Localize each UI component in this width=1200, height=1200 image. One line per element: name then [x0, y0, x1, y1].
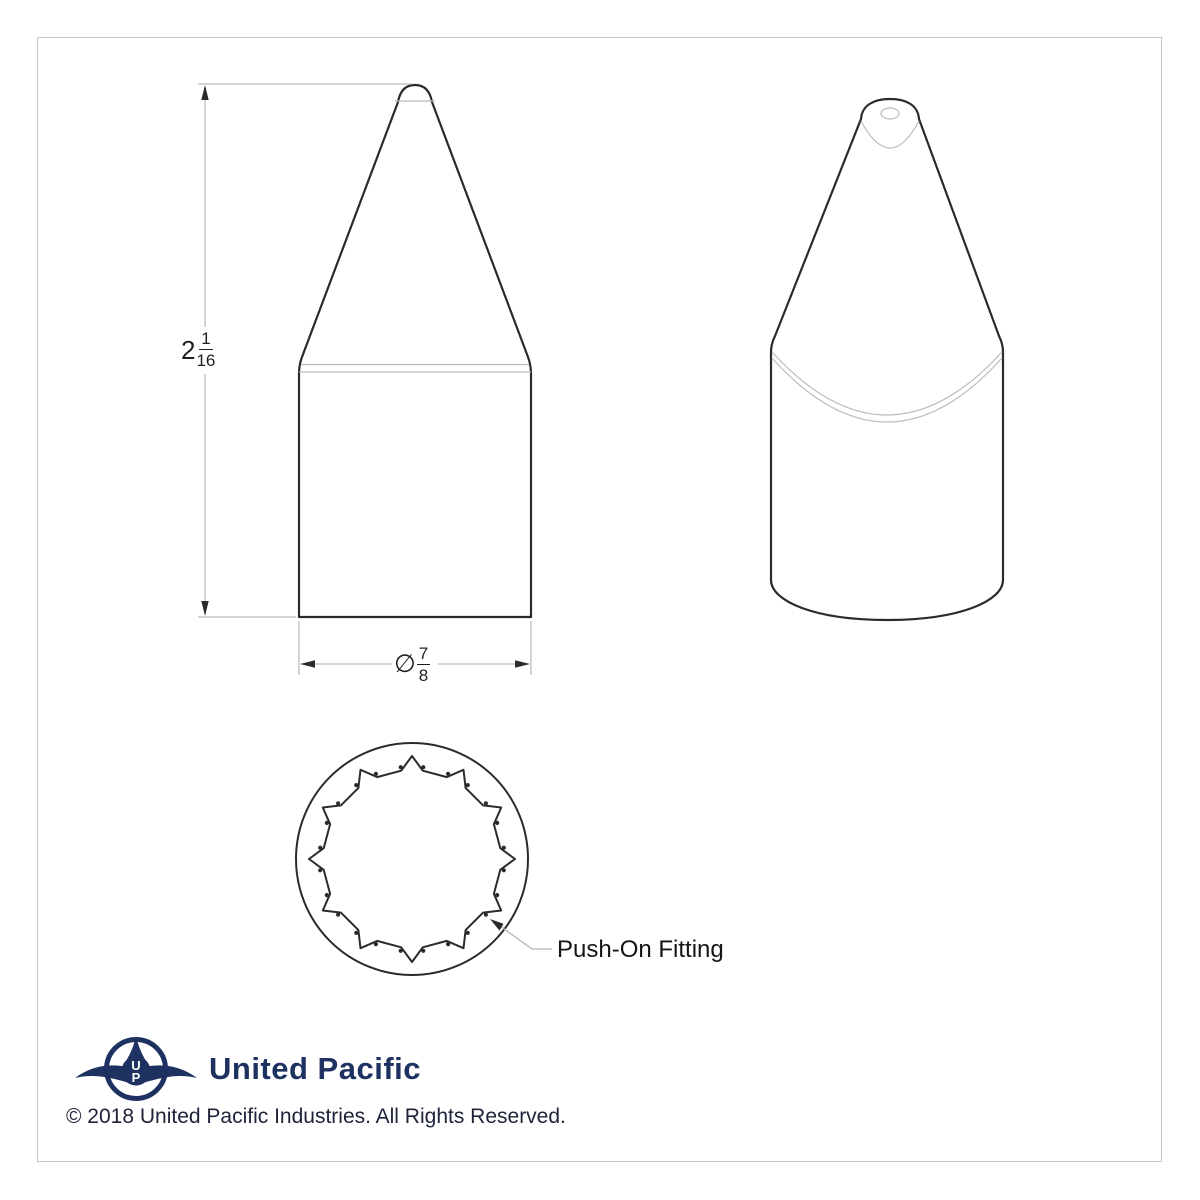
socket-relief-dot — [325, 821, 329, 825]
callout-leader-line — [500, 926, 552, 949]
isometric-shoulder-arc-upper — [772, 352, 1002, 415]
diameter-symbol: ∅ — [394, 650, 416, 678]
socket-relief-dot — [325, 893, 329, 897]
socket-relief-dot — [466, 931, 470, 935]
socket-relief-dot — [354, 783, 358, 787]
height-fraction — [196, 330, 215, 369]
callout-arrowhead — [490, 919, 504, 931]
diameter-fraction-numerator: 7 — [418, 644, 429, 663]
bottom-view-outer-circle — [296, 743, 528, 975]
socket-relief-dot — [446, 772, 450, 776]
socket-relief-dot — [374, 772, 378, 776]
diameter-fraction — [417, 645, 430, 684]
height-arrow-down — [201, 601, 208, 616]
front-view — [299, 85, 531, 617]
socket-relief-dot — [502, 868, 506, 872]
logo-monogram-bottom: P — [131, 1070, 141, 1085]
isometric-shoulder-arc-lower — [772, 358, 1002, 422]
diameter-arrow-left — [300, 660, 315, 667]
socket-relief-dot — [374, 942, 378, 946]
diameter-arrow-right — [515, 660, 530, 667]
socket-relief-dot — [318, 868, 322, 872]
socket-relief-dot — [495, 821, 499, 825]
socket-relief-dot — [495, 893, 499, 897]
logo-monogram-top: U — [131, 1058, 141, 1073]
socket-relief-dot — [502, 846, 506, 850]
copyright-notice: © 2018 United Pacific Industries. All Rights Reserved. — [66, 1105, 566, 1128]
height-arrow-up — [201, 85, 208, 100]
socket-relief-dot — [336, 801, 340, 805]
height-dimension-label — [181, 330, 215, 369]
socket-relief-dot — [399, 765, 403, 769]
socket-relief-dot — [354, 931, 358, 935]
isometric-view — [771, 99, 1003, 620]
socket-relief-dot — [484, 801, 488, 805]
isometric-tip-ellipse — [881, 108, 899, 119]
socket-relief-dot — [466, 783, 470, 787]
socket-relief-dot — [484, 913, 488, 917]
socket-12-point-profile — [309, 756, 515, 962]
united-pacific-logo-icon — [75, 1031, 199, 1107]
isometric-tip-arc — [861, 121, 919, 148]
diameter-dimension-label — [394, 645, 430, 684]
socket-relief-dot — [318, 846, 322, 850]
diameter-fraction-denominator: 8 — [418, 666, 429, 685]
isometric-outline — [771, 99, 1003, 620]
height-fraction-denominator: 16 — [196, 351, 216, 370]
height-whole-number: 2 — [181, 334, 196, 365]
bottom-view — [296, 743, 528, 975]
height-fraction-numerator: 1 — [201, 329, 211, 348]
socket-relief-dot — [446, 942, 450, 946]
socket-relief-dot — [399, 949, 403, 953]
push-on-fitting-label: Push-On Fitting — [557, 936, 724, 963]
socket-relief-dot — [336, 913, 340, 917]
socket-relief-dot — [421, 949, 425, 953]
front-view-outline — [299, 85, 531, 617]
brand-name: United Pacific — [209, 1051, 421, 1086]
socket-relief-dots — [318, 765, 506, 953]
socket-relief-dot — [421, 765, 425, 769]
